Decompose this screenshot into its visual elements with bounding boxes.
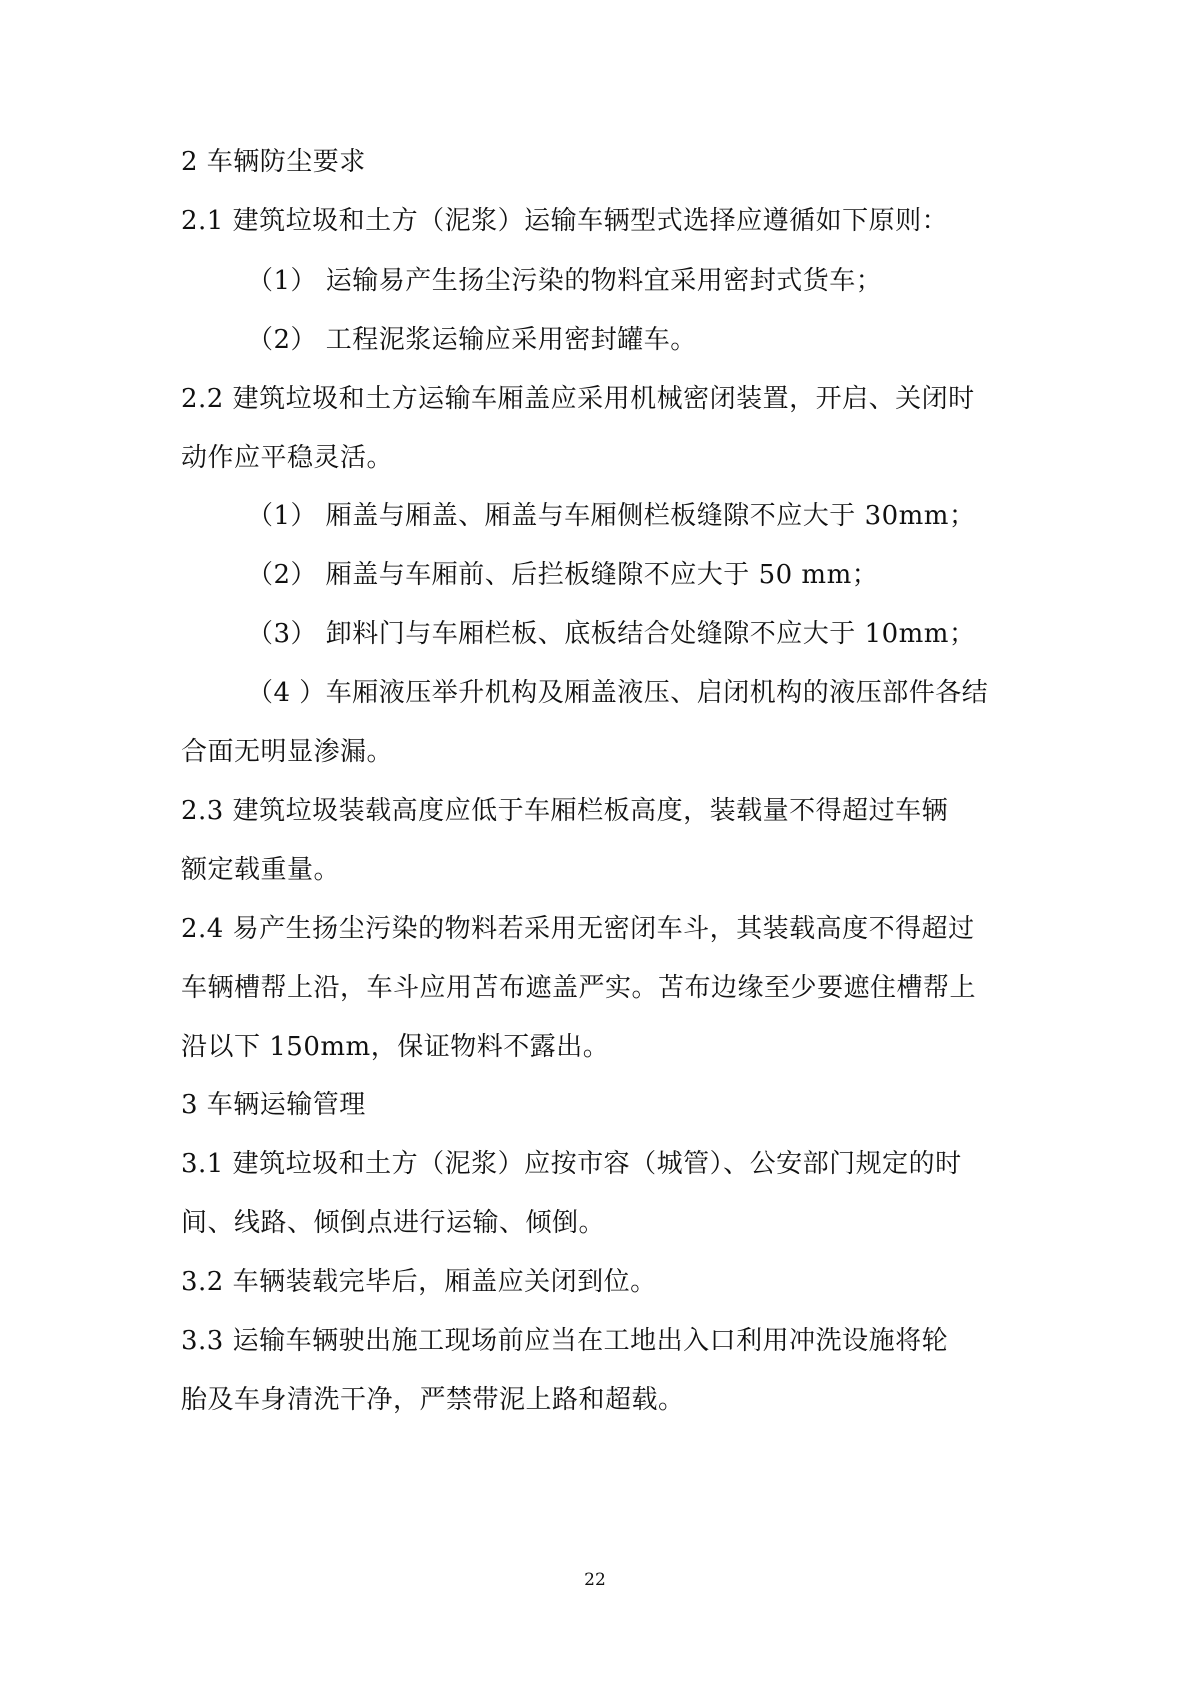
clause-2-3-cont: 额定载重量。: [181, 855, 341, 885]
clause-2-4-cont-2: 沿以下 150mm，保证物料不露出。: [181, 1032, 610, 1062]
list-item-2-2-4: （4 ）车厢液压举升机构及厢盖液压、启闭机构的液压部件各结: [247, 678, 989, 708]
clause-3-1: 3.1 建筑垃圾和土方（泥浆）应按市容（城管）、公安部门规定的时: [181, 1149, 962, 1179]
list-item-2-2-2: （2） 厢盖与车厢前、后拦板缝隙不应大于 50 mm；: [247, 560, 879, 590]
clause-2-4-cont-1: 车辆槽帮上沿，车斗应用苫布遮盖严实。苫布边缘至少要遮住槽帮上: [181, 973, 977, 1003]
clause-3-1-cont: 间、线路、倾倒点进行运输、倾倒。: [181, 1208, 606, 1238]
list-item-2-1-1: （1） 运输易产生扬尘污染的物料宜采用密封式货车；: [247, 266, 883, 296]
clause-2-1: 2.1 建筑垃圾和土方（泥浆）运输车辆型式选择应遵循如下原则：: [181, 206, 949, 236]
clause-3-3: 3.3 运输车辆驶出施工现场前应当在工地出入口利用冲洗设施将轮: [181, 1326, 949, 1356]
section-heading-3: 3 车辆运输管理: [181, 1090, 366, 1120]
clause-3-2: 3.2 车辆装载完毕后，厢盖应关闭到位。: [181, 1267, 657, 1297]
section-heading-2: 2 车辆防尘要求: [181, 147, 366, 177]
list-item-2-2-3: （3） 卸料门与车厢栏板、底板结合处缝隙不应大于 10mm；: [247, 619, 976, 649]
list-item-2-2-1: （1） 厢盖与厢盖、厢盖与车厢侧栏板缝隙不应大于 30mm；: [247, 501, 976, 531]
clause-3-3-cont: 胎及车身清洗干净，严禁带泥上路和超载。: [181, 1385, 685, 1415]
list-item-2-2-4-cont: 合面无明显渗漏。: [181, 737, 394, 767]
list-item-2-1-2: （2） 工程泥浆运输应采用密封罐车。: [247, 325, 697, 355]
clause-2-3: 2.3 建筑垃圾装载高度应低于车厢栏板高度，装载量不得超过车辆: [181, 796, 949, 826]
page-number: 22: [584, 1570, 606, 1590]
clause-2-2: 2.2 建筑垃圾和土方运输车厢盖应采用机械密闭装置，开启、关闭时: [181, 384, 975, 414]
clause-2-4: 2.4 易产生扬尘污染的物料若采用无密闭车斗，其装载高度不得超过: [181, 914, 975, 944]
clause-2-2-cont: 动作应平稳灵活。: [181, 443, 394, 473]
